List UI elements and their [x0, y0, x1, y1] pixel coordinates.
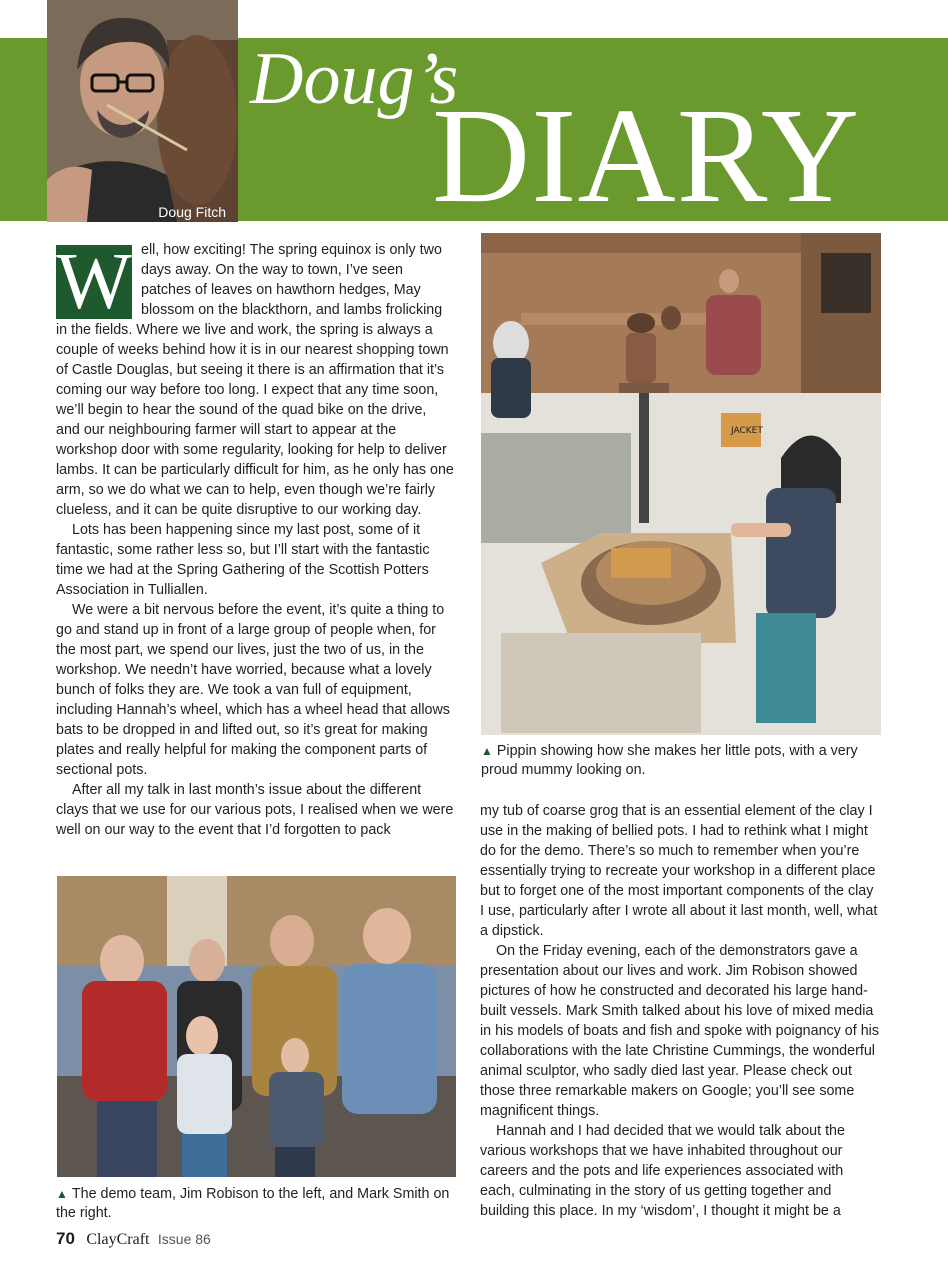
photo-credit: (Photo: Layton Thompson) — [20, 72, 32, 204]
demo-team-photo — [57, 876, 456, 1177]
team-illustration — [57, 876, 456, 1177]
author-portrait — [47, 0, 238, 222]
portrait-illustration — [47, 0, 238, 222]
magazine-name: ClayCraft — [86, 1231, 150, 1248]
title-main: DIARY — [432, 81, 861, 231]
page-footer — [56, 1229, 211, 1249]
article-column-right — [480, 801, 880, 1221]
paragraph: On the Friday evening, each of the demonstrators gave a presentation about our lives and work. Jim Robison showed pictures of how he constructed and decorated his large hand-built vessels. Mark Smith talked about his love of mixed media in his models of boats and fish and spoke with poignancy of his collaborations with the late Christine Cummings, the wonderful animal sculptor, who sadly died last year. Please check out those three remarkable makers on Google; you’ll see some magnificent things. — [480, 943, 879, 1119]
pippin-caption — [481, 742, 891, 780]
demo-team-caption — [56, 1185, 456, 1223]
triangle-icon: ▲ — [481, 744, 493, 758]
pippin-illustration — [481, 233, 881, 735]
paragraph: ell, how exciting! The spring equinox is only two days away. On the way to town, I’ve seen patches of leaves on hawthorn hedges, May blossom on the blackthorn, and lambs frolicking in the fields. Where we live and work, the spring is always a couple of weeks behind how it is in our nearest shopping town of Castle Douglas, but seeing it there is an affirmation that it’s coming our way before too long. I expect that any time soon, we’ll begin to hear the sound of the quad bike on the drive, and our neighbouring farmer will start to appear at the workshop door with some regularity, looking for help to deliver lambs. It can be particularly difficult for him, as he only has one arm, so we do what we can to help, even though we’re fairly clueless, and it can be quite disruptive to our working day. — [56, 242, 454, 518]
pippin-photo — [481, 233, 881, 735]
article-column-left — [56, 240, 454, 840]
paragraph: We were a bit nervous before the event, it’s quite a thing to go and stand up in front of a large group of people when, for the most part, we spend our lives, just the two of us, in the workshop. We needn’t have worried, because what a lovely bunch of folks they are. We took a van full of equipment, including Hannah’s wheel, which has a wheel head that allows bats to be dropped in and lifted out, so it’s great for making plates and really helpful for making the component parts of sectional pots. — [56, 602, 450, 778]
page-number: 70 — [56, 1229, 75, 1248]
triangle-icon: ▲ — [56, 1187, 68, 1201]
paragraph: Lots has been happening since my last post, some of it fantastic, some rather less so, but I’ll start with the fantastic time we had at the Spring Gathering of the Scottish Potters Association in Tulliallen. — [56, 522, 430, 598]
pippin-caption-text: Pippin showing how she makes her little pots, with a very proud mummy looking on. — [481, 743, 858, 778]
paragraph: my tub of coarse grog that is an essential element of the clay I use in the making of bellied pots. I had to rethink what I might do for the demo. There’s so much to remember when you’re essentially trying to recreate your workshop in a different place but to forget one of the most important components of the clay I use, particularly after I wrote all about it last month, well, what a dipstick. — [480, 803, 878, 939]
title-script: Doug’s — [250, 38, 459, 120]
paragraph: After all my talk in last month’s issue about the different clays that we use for our various pots, I realised when we were well on our way to the event that I’d forgotten to pack — [56, 782, 454, 838]
issue-number: Issue 86 — [157, 1231, 211, 1247]
paragraph: Hannah and I had decided that we would talk about the various workshops that we have inhabited throughout our careers and the pots and life experiences associated with each, culminating in the story of us getting together and building this place. In my ‘wisdom’, I thought it might be a — [480, 1123, 845, 1219]
portrait-caption: Doug Fitch — [158, 204, 226, 220]
dropcap: W — [56, 238, 132, 326]
box-label: JACKET — [731, 426, 763, 436]
demo-team-caption-text: The demo team, Jim Robison to the left, and Mark Smith on the right. — [56, 1186, 450, 1221]
